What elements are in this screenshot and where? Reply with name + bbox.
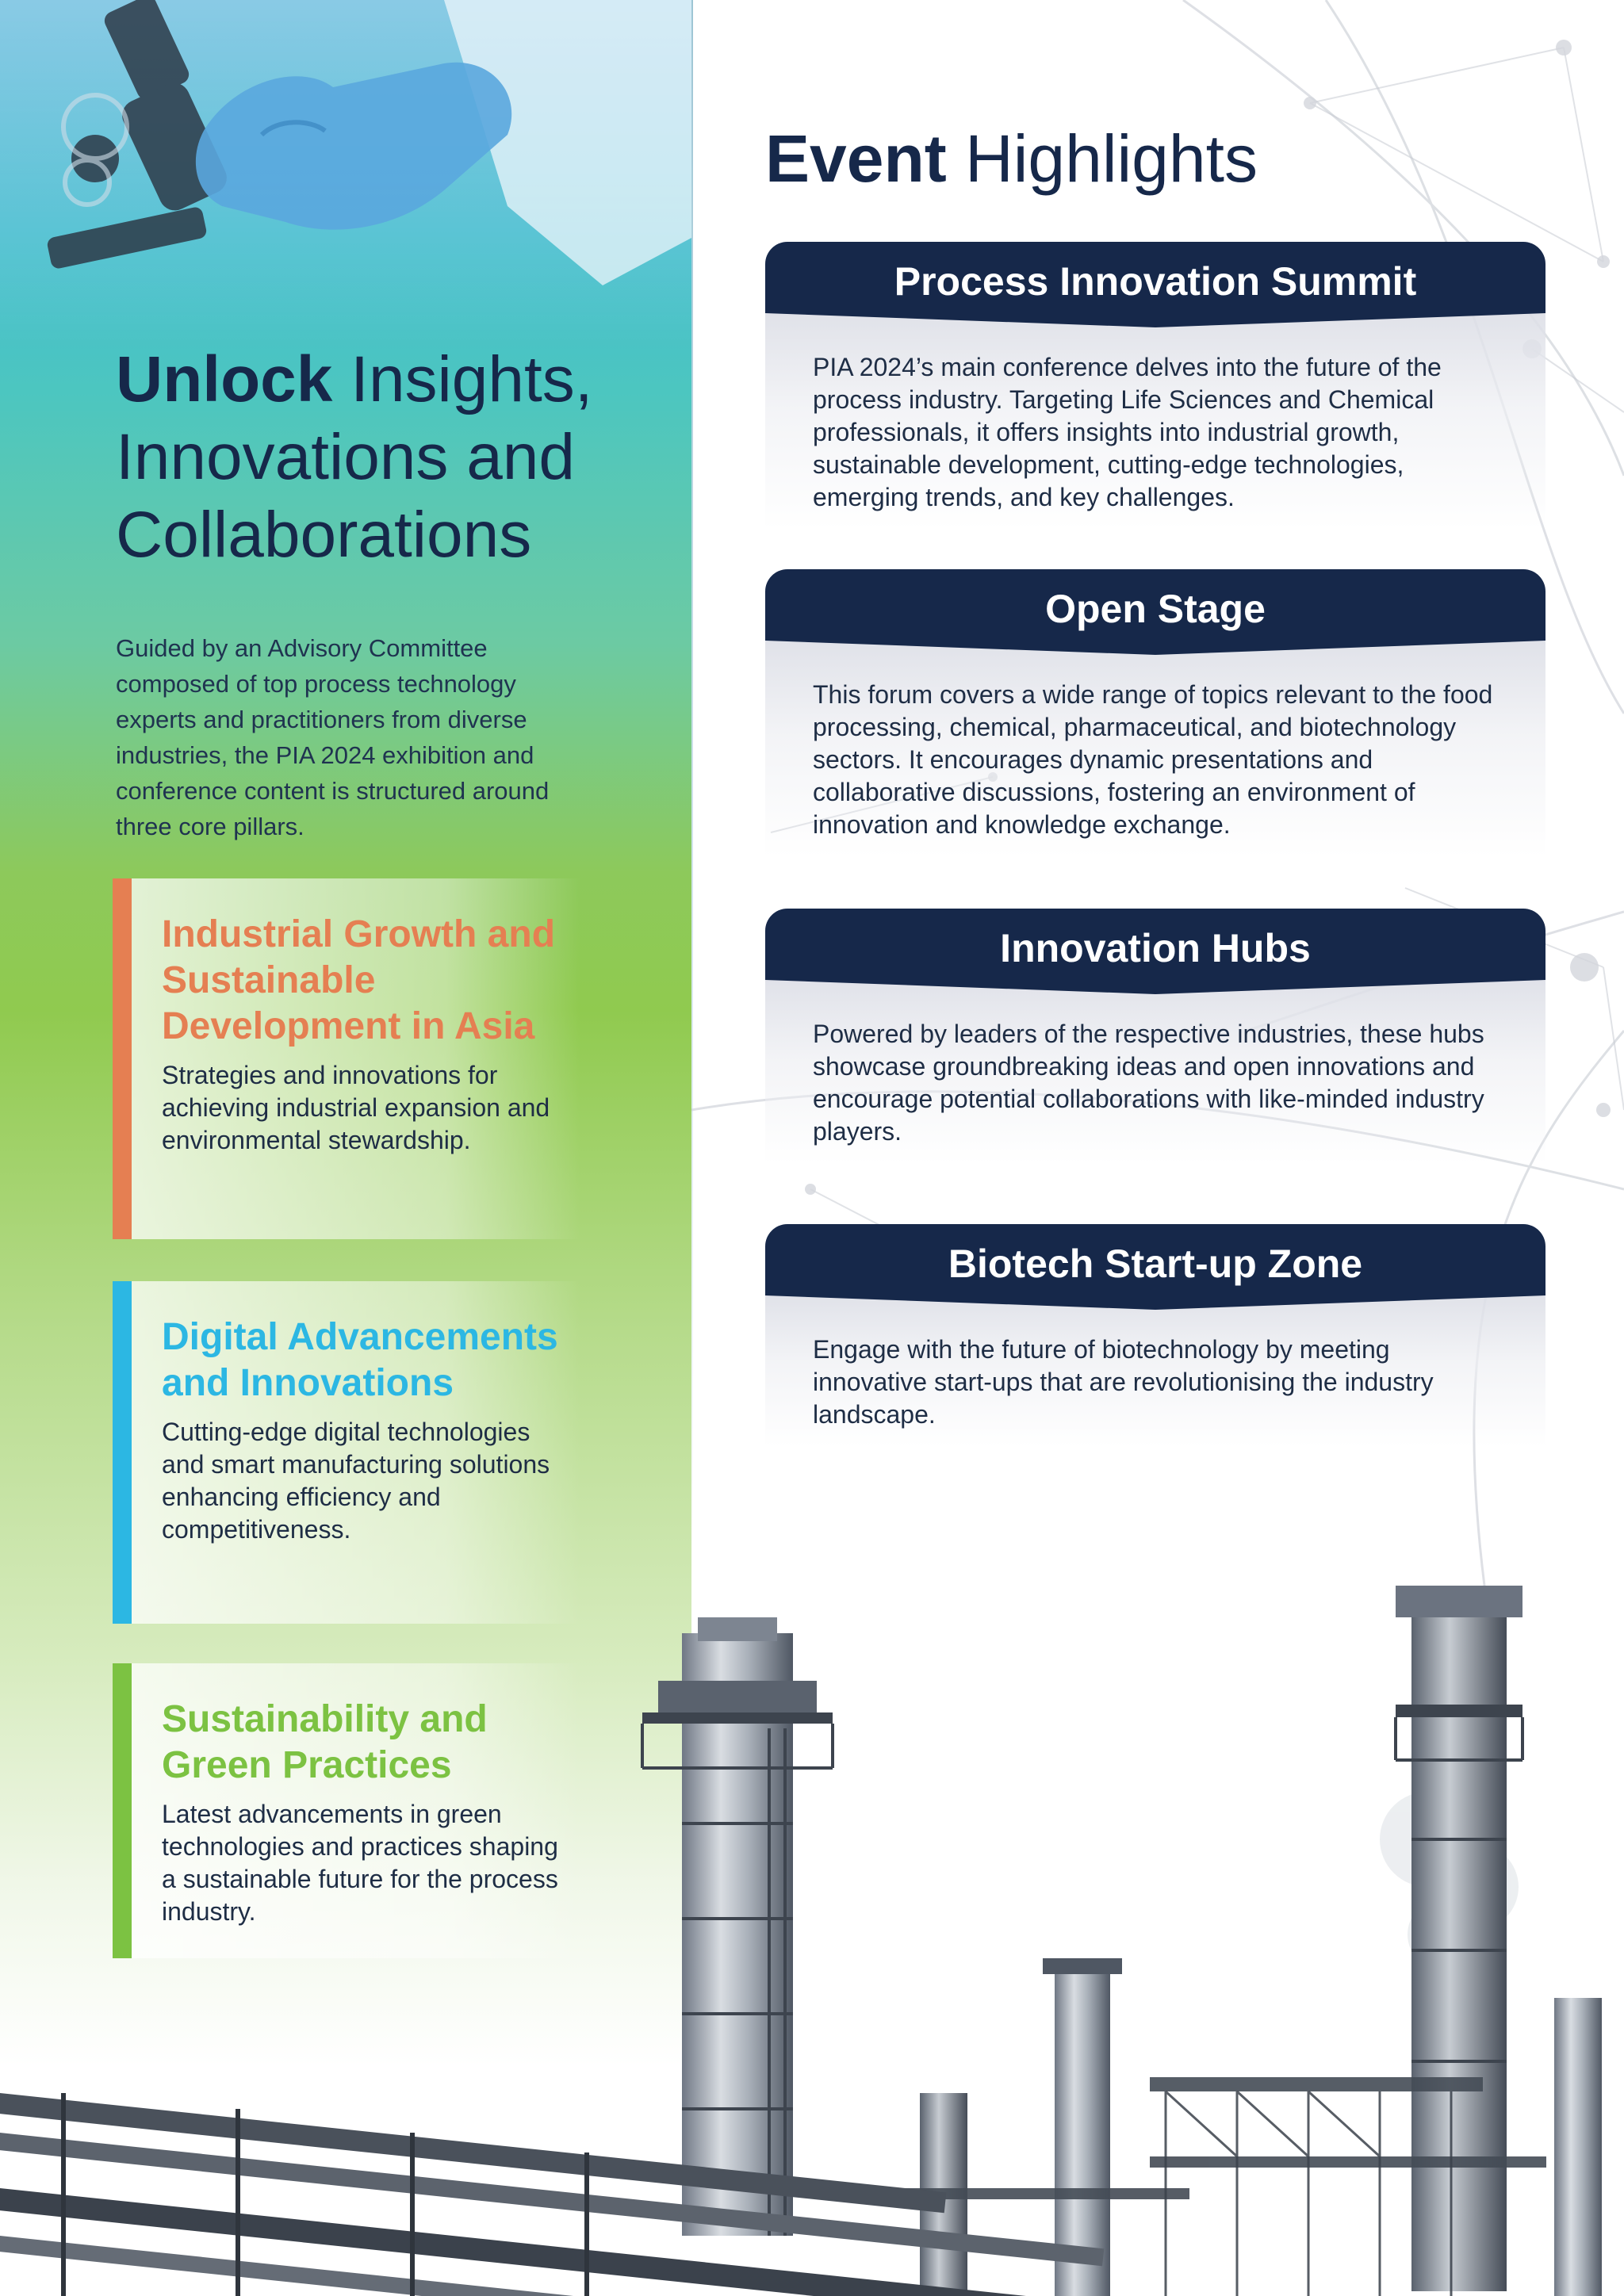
pillar-title: Digital Advancements and Innovations	[162, 1316, 558, 1404]
pillar-industrial-growth	[113, 878, 580, 1239]
card-title: Innovation Hubs	[1000, 926, 1311, 970]
pillar-digital-advancements	[113, 1281, 580, 1624]
card-body: Powered by leaders of the respective industries, these hubs showcase groundbreaking ideas and open innovations and encourage potential collaborations with like-minded industry players.	[765, 977, 1545, 1164]
laboratory-photo	[0, 0, 691, 349]
pillar-description: Latest advancements in green technologies and practices shaping a sustainable future for the process industry.	[162, 1800, 558, 1926]
card-body: Engage with the future of biotechnology by meeting innovative start-ups that are revolutionising the industry landscape.	[765, 1292, 1545, 1447]
highlight-card-open-stage	[765, 569, 1545, 857]
card-header	[765, 569, 1545, 637]
main-title	[116, 341, 671, 574]
refinery-photo	[0, 1586, 1624, 2296]
event-highlights-title-bold: Event	[765, 121, 947, 196]
highlight-card-process-innovation-summit	[765, 242, 1545, 530]
card-header	[765, 1224, 1545, 1292]
event-highlights-title-rest: Highlights	[946, 121, 1258, 196]
card-title: Open Stage	[1045, 587, 1266, 631]
pillar-description: Strategies and innovations for achieving industrial expansion and environmental stewardship.	[162, 1061, 550, 1154]
card-body: PIA 2024’s main conference delves into the future of the process industry. Targeting Life Sciences and Chemical professionals, it offers insights into industrial growth, sustainable development, cutting-edge technologies, emerging trends, and key challenges.	[765, 310, 1545, 530]
highlight-card-biotech-startup-zone	[765, 1224, 1545, 1447]
event-highlights-title	[765, 115, 1258, 202]
card-body: This forum covers a wide range of topics relevant to the food processing, chemical, pharmaceutical, and biotechnology sectors. It encourages dynamic presentations and collaborative discussions, fostering an environment of innovation and knowledge exchange.	[765, 637, 1545, 857]
highlight-card-innovation-hubs	[765, 909, 1545, 1164]
main-title-rest: Insights, Innovations and Collaborations	[116, 343, 593, 571]
card-title: Process Innovation Summit	[894, 259, 1417, 304]
main-title-bold: Unlock	[116, 343, 333, 415]
pillar-title: Sustainability and Green Practices	[162, 1698, 488, 1786]
card-title: Biotech Start-up Zone	[948, 1242, 1363, 1286]
pillar-description: Cutting-edge digital technologies and smart manufacturing solutions enhancing efficiency and competitiveness.	[162, 1418, 550, 1544]
card-header	[765, 242, 1545, 310]
card-header	[765, 909, 1545, 977]
intro-paragraph: Guided by an Advisory Committee composed of top process technology experts and practitioners from diverse industries, the PIA 2024 exhibition and conference content is structured around three core pillars.	[116, 634, 550, 840]
pillar-title: Industrial Growth and Sustainable Development in Asia	[162, 913, 556, 1047]
